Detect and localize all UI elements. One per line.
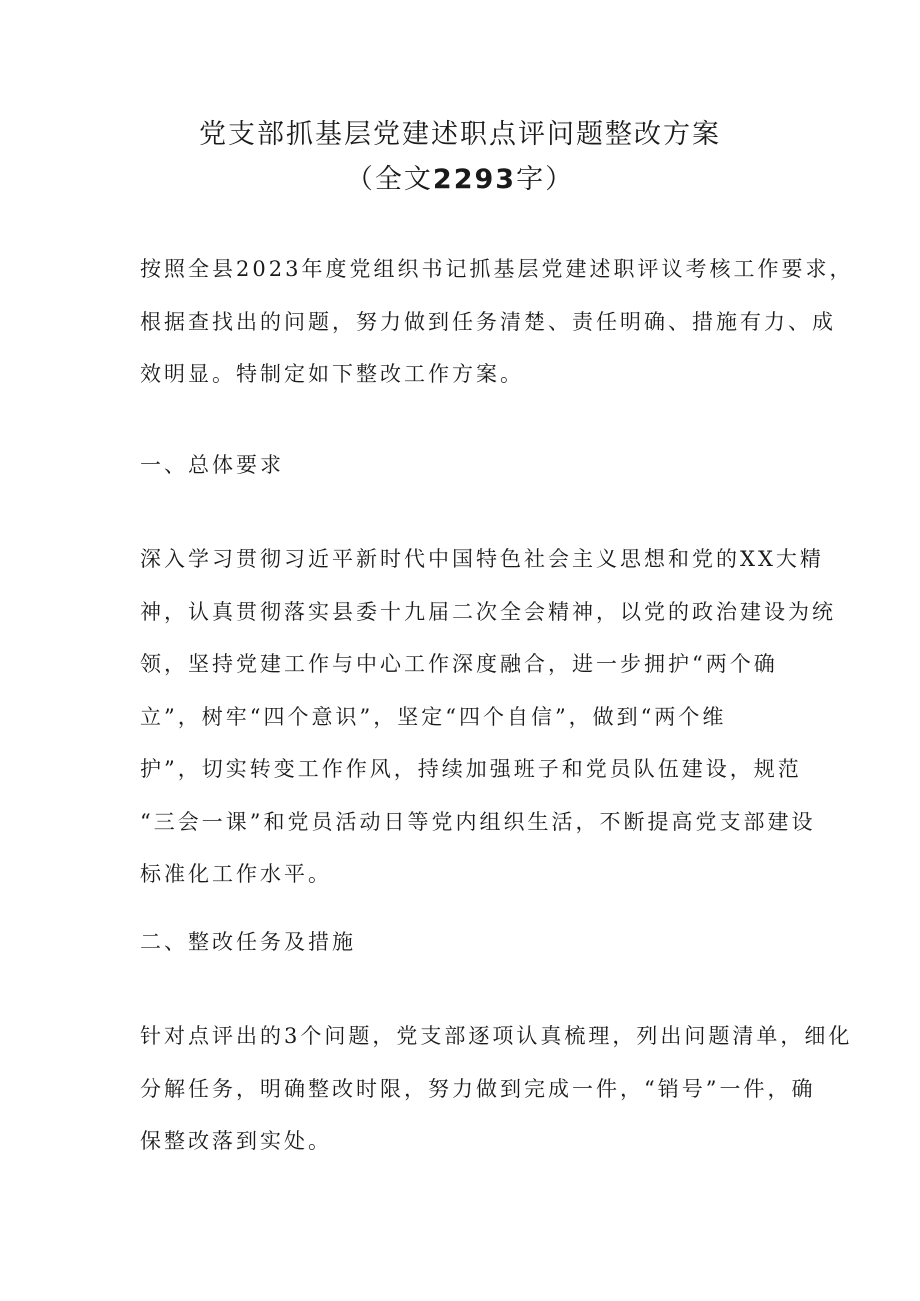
document-title: 党支部抓基层党建述职点评问题整改方案 bbox=[199, 119, 721, 150]
section2-paragraph bbox=[140, 1010, 853, 1168]
section1-paragraph bbox=[140, 533, 836, 901]
paragraph-line: 立”，树牢“四个意识”，坚定“四个自信”，做到“两个维 bbox=[140, 704, 727, 729]
paragraph-line: 效明显。特制定如下整改工作方案。 bbox=[140, 362, 524, 386]
subtitle-prefix: （全文 bbox=[345, 164, 433, 195]
paragraph-line: 神，认真贯彻落实县委十九届二次全会精神，以党的政治建设为统 bbox=[140, 599, 836, 624]
paragraph-line: “三会一课”和党员活动日等党内组织生活，不断提高党支部建设 bbox=[140, 809, 816, 834]
paragraph-line: 领，坚持党建工作与中心工作深度融合，进一步拥护“两个确 bbox=[140, 652, 778, 676]
paragraph-line: 分解任务，明确整改时限，努力做到完成一件，“销号”一件，确 bbox=[140, 1076, 816, 1101]
paragraph-line: 标准化工作水平。 bbox=[140, 862, 332, 886]
subtitle-suffix: 字） bbox=[516, 164, 575, 195]
word-count: 2293 bbox=[432, 164, 517, 195]
section-heading-tasks-and-measures: 二、整改任务及措施 bbox=[140, 930, 356, 954]
paragraph-line: 深入学习贯彻习近平新时代中国特色社会主义思想和党的XX大精 bbox=[140, 547, 824, 571]
paragraph-line: 按照全县2023年度党组织书记抓基层党建述职评议考核工作要求， bbox=[140, 257, 854, 281]
document-subtitle bbox=[0, 157, 920, 196]
paragraph-line: 针对点评出的3个问题，党支部逐项认真梳理，列出问题清单，细化 bbox=[140, 1024, 853, 1048]
paragraph-line: 护”，切实转变工作作风，持续加强班子和党员队伍建设，规范 bbox=[140, 757, 802, 781]
intro-paragraph bbox=[140, 243, 854, 401]
paragraph-line: 保整改落到实处。 bbox=[140, 1129, 332, 1153]
paragraph-line: 根据查找出的问题，努力做到任务清楚、责任明确、措施有力、成 bbox=[140, 309, 836, 334]
section-heading-overall-requirements: 一、总体要求 bbox=[140, 453, 284, 477]
